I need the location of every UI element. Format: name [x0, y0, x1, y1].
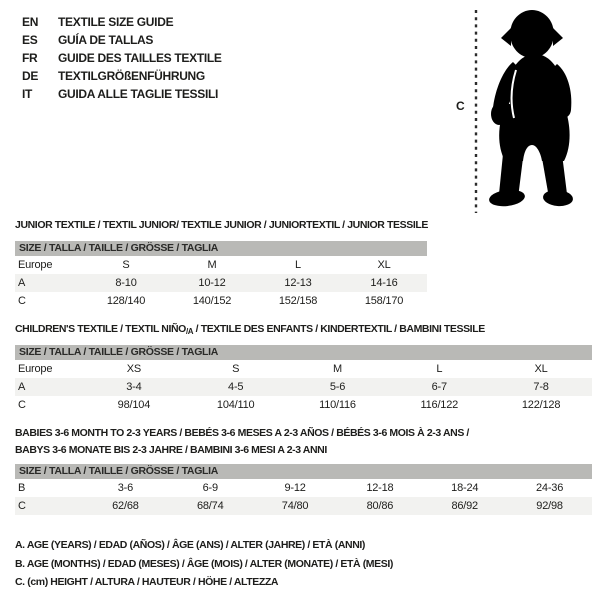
table-row [15, 256, 427, 274]
table-row [15, 292, 427, 310]
height-measure-figure [440, 0, 600, 215]
language-row [22, 49, 222, 67]
row-label: C [18, 399, 26, 411]
table-row [15, 479, 592, 497]
age-cell: 24-36 [535, 482, 564, 494]
age-cell: 6-7 [431, 381, 447, 393]
children-title-pre: CHILDREN'S TEXTILE / TEXTIL NIÑO [15, 323, 186, 335]
age-cell: 12-13 [284, 277, 312, 289]
age-cell: 12-18 [366, 482, 394, 494]
size-cell: M [207, 259, 217, 271]
age-cell: 18-24 [451, 482, 479, 494]
age-cell: 4-5 [228, 381, 244, 393]
language-code: IT [22, 87, 33, 101]
row-label: C [18, 295, 26, 307]
junior-size-table [15, 241, 427, 310]
age-cell: 14-16 [370, 277, 398, 289]
babies-title-line1: BABIES 3-6 MONTH TO 2-3 YEARS / BEBÉS 3-6 MESES A 2-3 AÑOS / BÉBÉS 3-6 MOIS À 2-3 ANS / [15, 427, 469, 439]
size-cell: XL [377, 259, 391, 271]
junior-table-title: JUNIOR TEXTILE / TEXTIL JUNIOR/ TEXTILE JUNIOR / JUNIORTEXTIL / JUNIOR TESSILE [15, 219, 428, 231]
size-header-bar: SIZE / TALLA / TAILLE / GRÖSSE / TAGLIA [15, 241, 427, 256]
height-cell: 128/140 [106, 295, 146, 307]
note-age-months: B. AGE (MONTHS) / EDAD (MESES) / ÂGE (MOIS) / ALTER (MONATE) / ETÀ (MESI) [15, 557, 393, 570]
age-cell: 5-6 [329, 381, 346, 393]
height-cell: 122/128 [521, 399, 561, 411]
row-label: Europe [18, 363, 53, 375]
height-cell: 152/158 [278, 295, 318, 307]
dashed-height-line [474, 10, 478, 213]
children-title-post: / TEXTILE DES ENFANTS / KINDERTEXTIL / BAMBINI TESSILE [193, 323, 485, 335]
children-title-sub: /A [185, 327, 194, 336]
table-row [15, 497, 592, 515]
table-row [15, 360, 592, 378]
toddler-silhouette-icon [483, 8, 593, 213]
age-cell: 8-10 [115, 277, 137, 289]
legend-notes [15, 536, 393, 592]
size-header-bar: SIZE / TALLA / TAILLE / GRÖSSE / TAGLIA [15, 345, 592, 360]
height-cell: 110/116 [319, 399, 356, 411]
age-cell: 3-6 [117, 482, 134, 494]
row-label: C [18, 500, 26, 512]
height-cell: 104/110 [216, 399, 255, 411]
size-header-bar: SIZE / TALLA / TAILLE / GRÖSSE / TAGLIA [15, 464, 592, 479]
height-cell: 62/68 [112, 500, 139, 512]
guide-title: TEXTILE SIZE GUIDE [58, 15, 174, 29]
language-code: DE [22, 69, 39, 83]
table-row [15, 274, 427, 292]
height-cell: 116/122 [420, 399, 459, 411]
row-label: B [18, 482, 26, 494]
row-label: A [18, 381, 26, 393]
babies-size-table [15, 464, 592, 515]
age-cell: 3-4 [126, 381, 142, 393]
size-cell: XL [534, 363, 548, 375]
age-cell: 9-12 [284, 482, 306, 494]
guide-title: TEXTILGRÖßENFÜHRUNG [58, 69, 205, 83]
height-cell: 86/92 [451, 500, 478, 512]
babies-title-line2: BABYS 3-6 MONATE BIS 2-3 JAHRE / BAMBINI 3-6 MESI A 2-3 ANNI [15, 444, 327, 456]
language-row [22, 85, 222, 103]
age-cell: 10-12 [198, 277, 226, 289]
language-code: EN [22, 15, 39, 29]
height-cell: 80/86 [366, 500, 394, 512]
size-cell: L [295, 259, 301, 271]
height-cell: 98/104 [117, 399, 151, 411]
children-size-table [15, 345, 592, 414]
size-cell: M [333, 363, 342, 375]
table-row [15, 396, 592, 414]
language-code: ES [22, 33, 38, 47]
note-height-cm: C. (cm) HEIGHT / ALTURA / HAUTEUR / HÖHE / ALTEZZA [15, 576, 279, 588]
height-cell: 74/80 [281, 500, 309, 512]
children-table-title [15, 321, 485, 340]
language-title-block [22, 13, 222, 103]
row-label: A [18, 277, 26, 289]
age-cell: 7-8 [533, 381, 549, 393]
language-row [22, 31, 222, 49]
table-row [15, 378, 592, 396]
guide-title: GUIDA ALLE TAGLIE TESSILI [58, 87, 219, 101]
height-cell: 158/170 [364, 295, 404, 307]
age-cell: 6-9 [202, 482, 218, 494]
language-row [22, 67, 222, 85]
language-code: FR [22, 51, 38, 65]
height-cell: 68/74 [196, 500, 224, 512]
note-age-years: A. AGE (YEARS) / EDAD (AÑOS) / ÂGE (ANS) / ALTER (JAHRE) / ETÀ (ANNI) [15, 539, 366, 551]
language-row [22, 13, 222, 31]
guide-title: GUÍA DE TALLAS [58, 33, 154, 47]
size-cell: S [232, 363, 240, 375]
height-cell: 140/152 [192, 295, 232, 307]
guide-title: GUIDE DES TAILLES TEXTILE [58, 51, 222, 65]
row-label: Europe [18, 259, 53, 271]
size-cell: L [436, 363, 443, 375]
size-cell: S [122, 259, 130, 271]
size-cell: XS [126, 363, 142, 375]
height-cell: 92/98 [536, 500, 563, 512]
babies-table-title [15, 425, 469, 459]
height-measure-label: C [456, 99, 465, 113]
